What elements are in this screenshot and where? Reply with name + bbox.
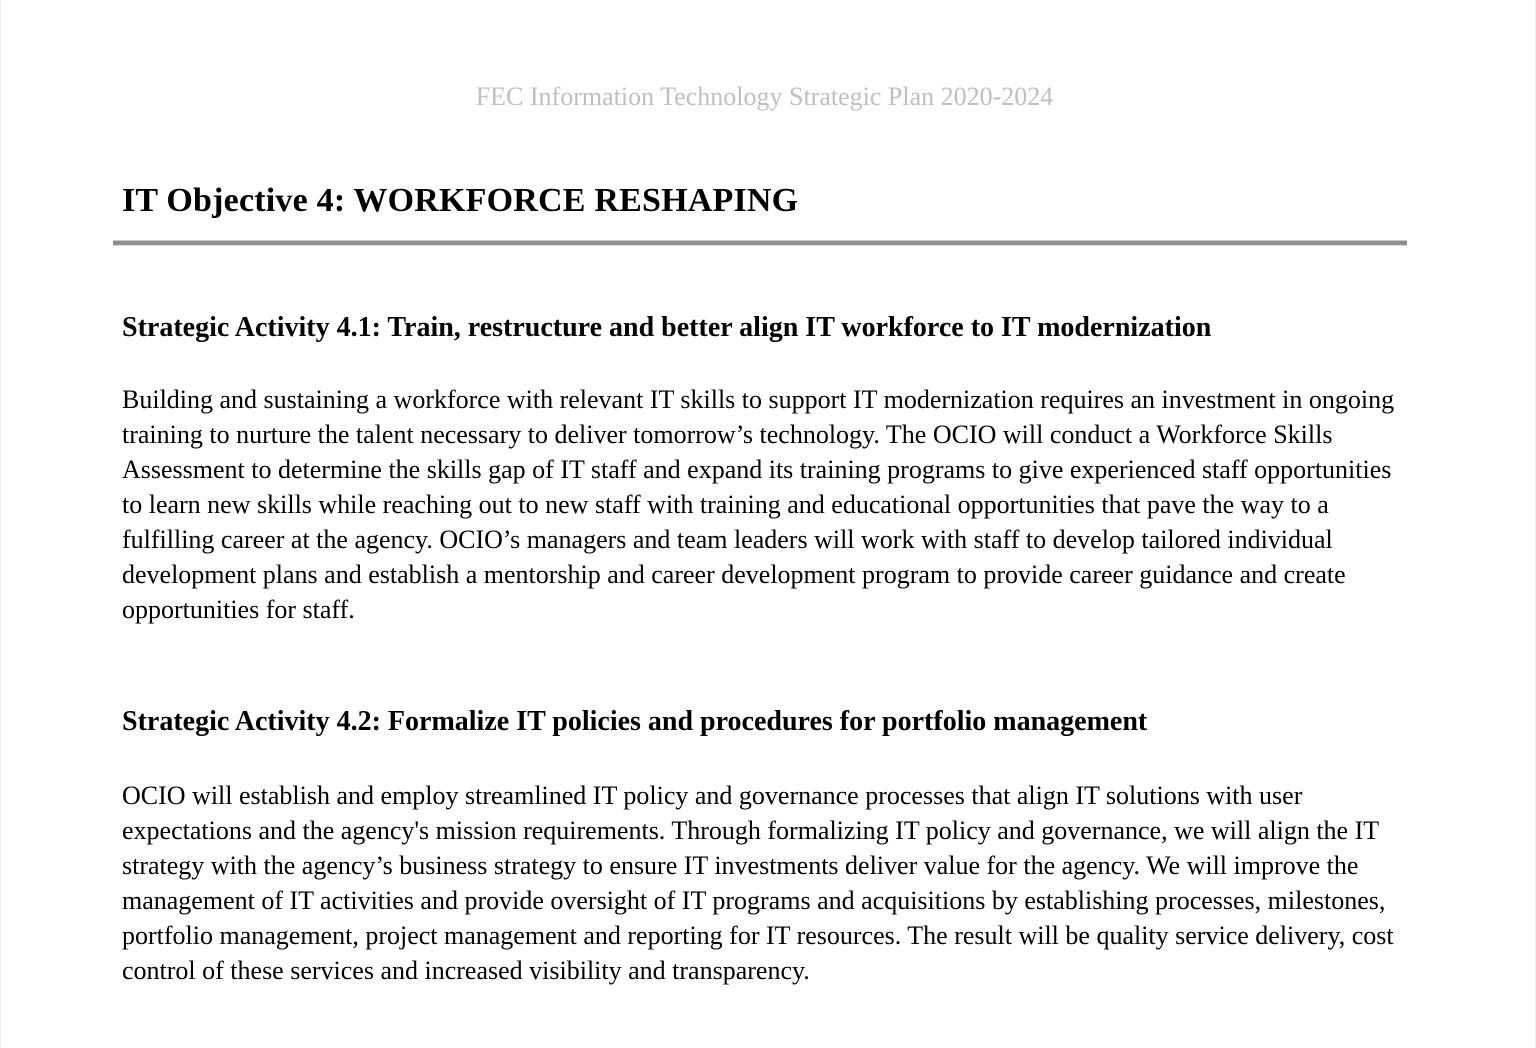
running-header: FEC Information Technology Strategic Plan 2020-2024 [475,82,1054,111]
section-paragraph: OCIO will establish and employ streamlined IT policy and governance processes that align IT solutions with user expectations and the agency's mission requirements. Through formalizing IT policy and governance, we will align the IT strategy with the agency’s business strategy to ensure IT investments deliver value for the agency. We will improve the management of IT activities and provide oversight of IT programs and acquisitions by establishing processes, milestones, portfolio management, project management and reporting for IT resources. The result will be quality service delivery, cost control of these services and increased visibility and transparency. [122,781,1394,985]
section-heading: Strategic Activity 4.1: Train, restructure and better align IT workforce to IT modernization [122,312,1212,343]
page-title: IT Objective 4: WORKFORCE RESHAPING [122,182,799,219]
section-paragraph: Building and sustaining a workforce with relevant IT skills to support IT modernization requires an investment in ongoing training to nurture the talent necessary to deliver tomorrow’s technology. The OCIO will conduct a Workforce Skills Assessment to determine the skills gap of IT staff and expand its training programs to give experienced staff opportunities to learn new skills while reaching out to new staff with training and educational opportunities that pave the way to a fulfilling career at the agency. OCIO’s managers and team leaders will work with staff to develop tailored individual development plans and establish a mentorship and career development program to provide career guidance and create opportunities for staff. [122,385,1395,624]
title-divider [113,240,1407,246]
section-heading: Strategic Activity 4.2: Formalize IT policies and procedures for portfolio management [122,706,1148,737]
